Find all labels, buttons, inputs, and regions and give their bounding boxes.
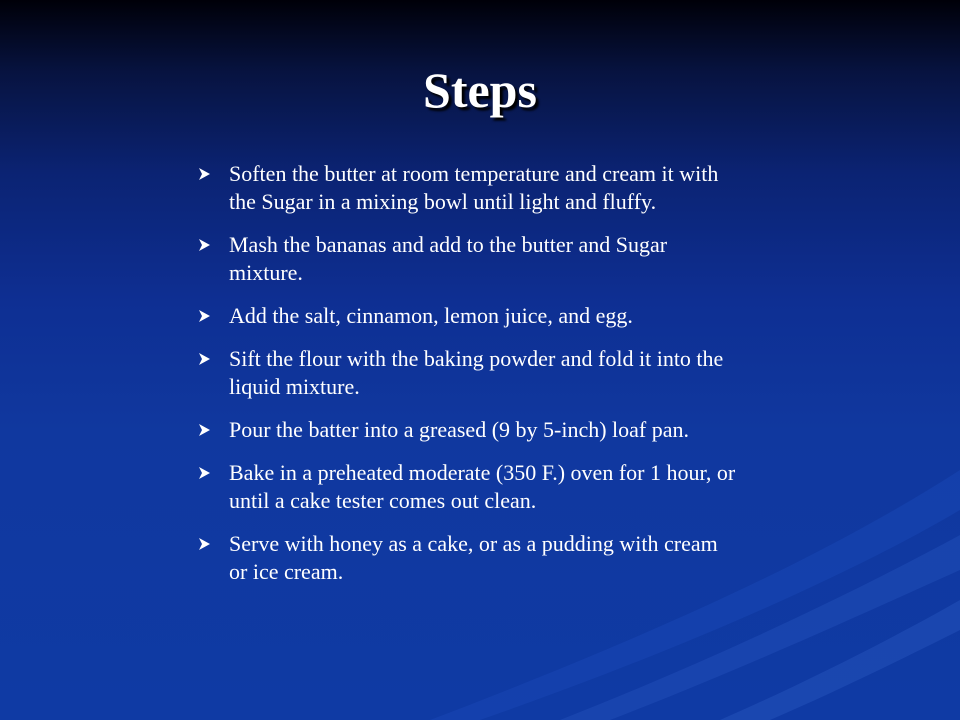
step-text: Serve with honey as a cake, or as a pudding with cream or ice cream. [229, 531, 718, 584]
arrowhead-bullet-icon [197, 423, 211, 437]
step-item [195, 459, 740, 515]
step-text: Sift the flour with the baking powder and fold it into the liquid mixture. [229, 346, 724, 399]
arrowhead-bullet-icon [197, 352, 211, 366]
step-item [195, 160, 740, 216]
steps-list [195, 160, 740, 601]
step-item [195, 530, 740, 586]
step-item [195, 302, 740, 330]
arrowhead-bullet-icon [197, 309, 211, 323]
arrowhead-bullet-icon [197, 537, 211, 551]
step-text: Bake in a preheated moderate (350 F.) oven for 1 hour, or until a cake tester comes out clean. [229, 460, 736, 513]
arrowhead-bullet-icon [197, 167, 211, 181]
arrowhead-bullet-icon [197, 238, 211, 252]
step-text: Pour the batter into a greased (9 by 5-inch) loaf pan. [229, 417, 690, 442]
slide-title: Steps [423, 62, 537, 118]
step-text: Mash the bananas and add to the butter and Sugar mixture. [229, 232, 668, 285]
arrowhead-bullet-icon [197, 466, 211, 480]
step-text: Soften the butter at room temperature and cream it with the Sugar in a mixing bowl until light and fluffy. [229, 161, 719, 214]
step-item [195, 345, 740, 401]
step-text: Add the salt, cinnamon, lemon juice, and egg. [229, 303, 633, 328]
step-item [195, 416, 740, 444]
step-item [195, 231, 740, 287]
